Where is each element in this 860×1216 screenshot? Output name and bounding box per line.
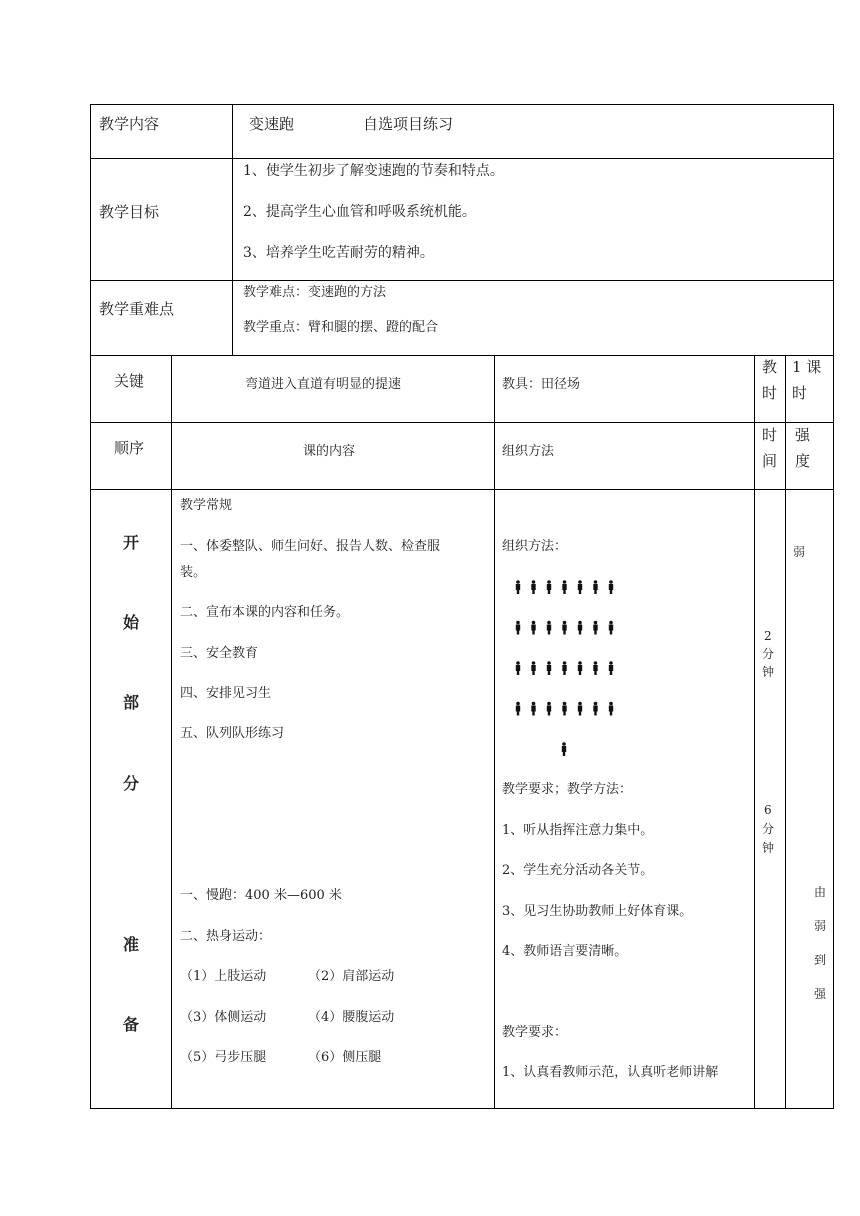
student-figure [593,661,597,675]
student-figure [609,621,613,635]
row-divider [90,355,834,356]
student-figure [516,702,520,716]
col-divider [171,355,172,1109]
content-line: 教学常规 [180,498,233,513]
row-divider [90,422,834,423]
lesson-content-header: 课的内容 [303,444,356,459]
student-figure [547,580,551,594]
time-unit: 分 [762,647,775,661]
content-line: 一、体委整队、师生问好、报告人数、检查服 [180,539,441,554]
row-divider [90,158,834,159]
content-line: 二、宣布本课的内容和任务。 [180,605,350,620]
intensity-header: 度 [795,452,811,470]
exercise-item: （1）上肢运动 [180,969,267,984]
time-value: 6 [764,803,772,817]
content-line: 装。 [180,565,207,580]
intensity-char: 强 [814,987,827,1001]
student-figure [531,621,535,635]
student-figure [547,661,551,675]
hours-value: 时 [792,384,808,402]
student-figure [609,661,613,675]
student-figure [593,621,597,635]
content-line: 四、安排见习生 [180,686,272,701]
key-points-label: 教学重难点 [99,300,175,318]
row-divider [90,489,834,490]
order-label: 顺序 [114,439,145,457]
section-char: 开 [123,533,140,552]
requirement-item: 2、学生充分活动各关节。 [502,863,654,878]
col-divider [232,104,233,355]
table-border-top [90,104,834,105]
student-figure [593,580,597,594]
section-char: 分 [123,774,140,793]
student-figure [516,621,520,635]
hours-value: 1 课 [792,358,822,376]
col-divider [785,355,786,1109]
table-border-bottom [90,1108,834,1109]
student-figure [547,702,551,716]
intensity-header: 强 [795,426,811,444]
difficulty-text: 教学难点：变速跑的方法 [243,285,387,300]
student-figure [578,621,582,635]
hours-label: 时 [762,384,778,402]
exercise-item: （2）肩部运动 [308,969,395,984]
method-header: 组织方法 [502,444,555,459]
table-border-right [833,104,834,1109]
goal-item: 2、提高学生心血管和呼吸系统机能。 [243,204,476,220]
table-border-left [90,104,91,1109]
tools-text: 教具：田径场 [502,377,581,392]
warmup-line: 一、慢跑：400 米—600 米 [180,888,342,903]
col-divider [494,355,495,1109]
content-line: 五、队列队形练习 [180,726,285,741]
section-char: 始 [123,613,140,632]
content-value-1: 变速跑 [249,115,295,133]
student-figure [578,661,582,675]
requirement-item: 1、听从指挥注意力集中。 [502,823,654,838]
section-char: 备 [123,1015,140,1034]
student-figure [562,661,566,675]
student-figure [547,621,551,635]
time-unit: 钟 [762,665,775,679]
key-content: 弯道进入直道有明显的提速 [245,377,402,392]
requirement2-item: 1、认真看教师示范，认真听老师讲解 [502,1065,719,1080]
student-figure [516,580,520,594]
requirement-item: 3、见习生协助教师上好体育课。 [502,904,693,919]
goal-item: 3、培养学生吃苦耐劳的精神。 [243,245,434,261]
formation-svg [506,574,616,760]
goals-label: 教学目标 [99,203,160,221]
student-figure [562,702,566,716]
row-divider [90,280,834,281]
student-figure [531,580,535,594]
time-unit: 钟 [762,841,775,855]
intensity-char: 由 [814,885,827,899]
student-figure [593,702,597,716]
student-figure [516,661,520,675]
warmup-line: 二、热身运动： [180,929,272,944]
student-figure [562,621,566,635]
time-unit: 分 [762,822,775,836]
time-header: 间 [762,452,778,470]
student-figure [578,580,582,594]
method-title: 组织方法： [502,539,568,554]
student-figure [562,580,566,594]
exercise-item: （3）体侧运动 [180,1010,267,1025]
col-divider [754,355,755,1109]
intensity-value: 弱 [793,545,806,559]
requirements2-title: 教学要求： [502,1025,568,1040]
student-figure [578,702,582,716]
requirements-title: 教学要求；教学方法： [502,782,633,797]
section-char: 准 [123,935,140,954]
intensity-char: 弱 [814,919,827,933]
content-line: 三、安全教育 [180,646,259,661]
content-label: 教学内容 [99,115,160,133]
student-figure [531,661,535,675]
student-formation-diagram [506,574,616,760]
section-char: 部 [123,693,140,712]
time-header: 时 [762,426,778,444]
exercise-item: （4）腰腹运动 [308,1010,395,1025]
student-figure [609,580,613,594]
time-value: 2 [764,629,772,643]
goal-item: 1、使学生初步了解变速跑的节奏和特点。 [243,163,504,179]
requirement-item: 4、教师语言要清晰。 [502,944,628,959]
student-figure [609,702,613,716]
intensity-char: 到 [814,953,827,967]
student-figure [531,702,535,716]
exercise-item: （6）侧压腿 [308,1050,382,1065]
content-value-2: 自选项目练习 [363,115,454,133]
exercise-item: （5）弓步压腿 [180,1050,267,1065]
hours-label: 教 [762,358,778,376]
teacher-figure [562,742,566,756]
focus-text: 教学重点：臂和腿的摆、蹬的配合 [243,320,439,335]
key-label: 关键 [114,372,145,390]
